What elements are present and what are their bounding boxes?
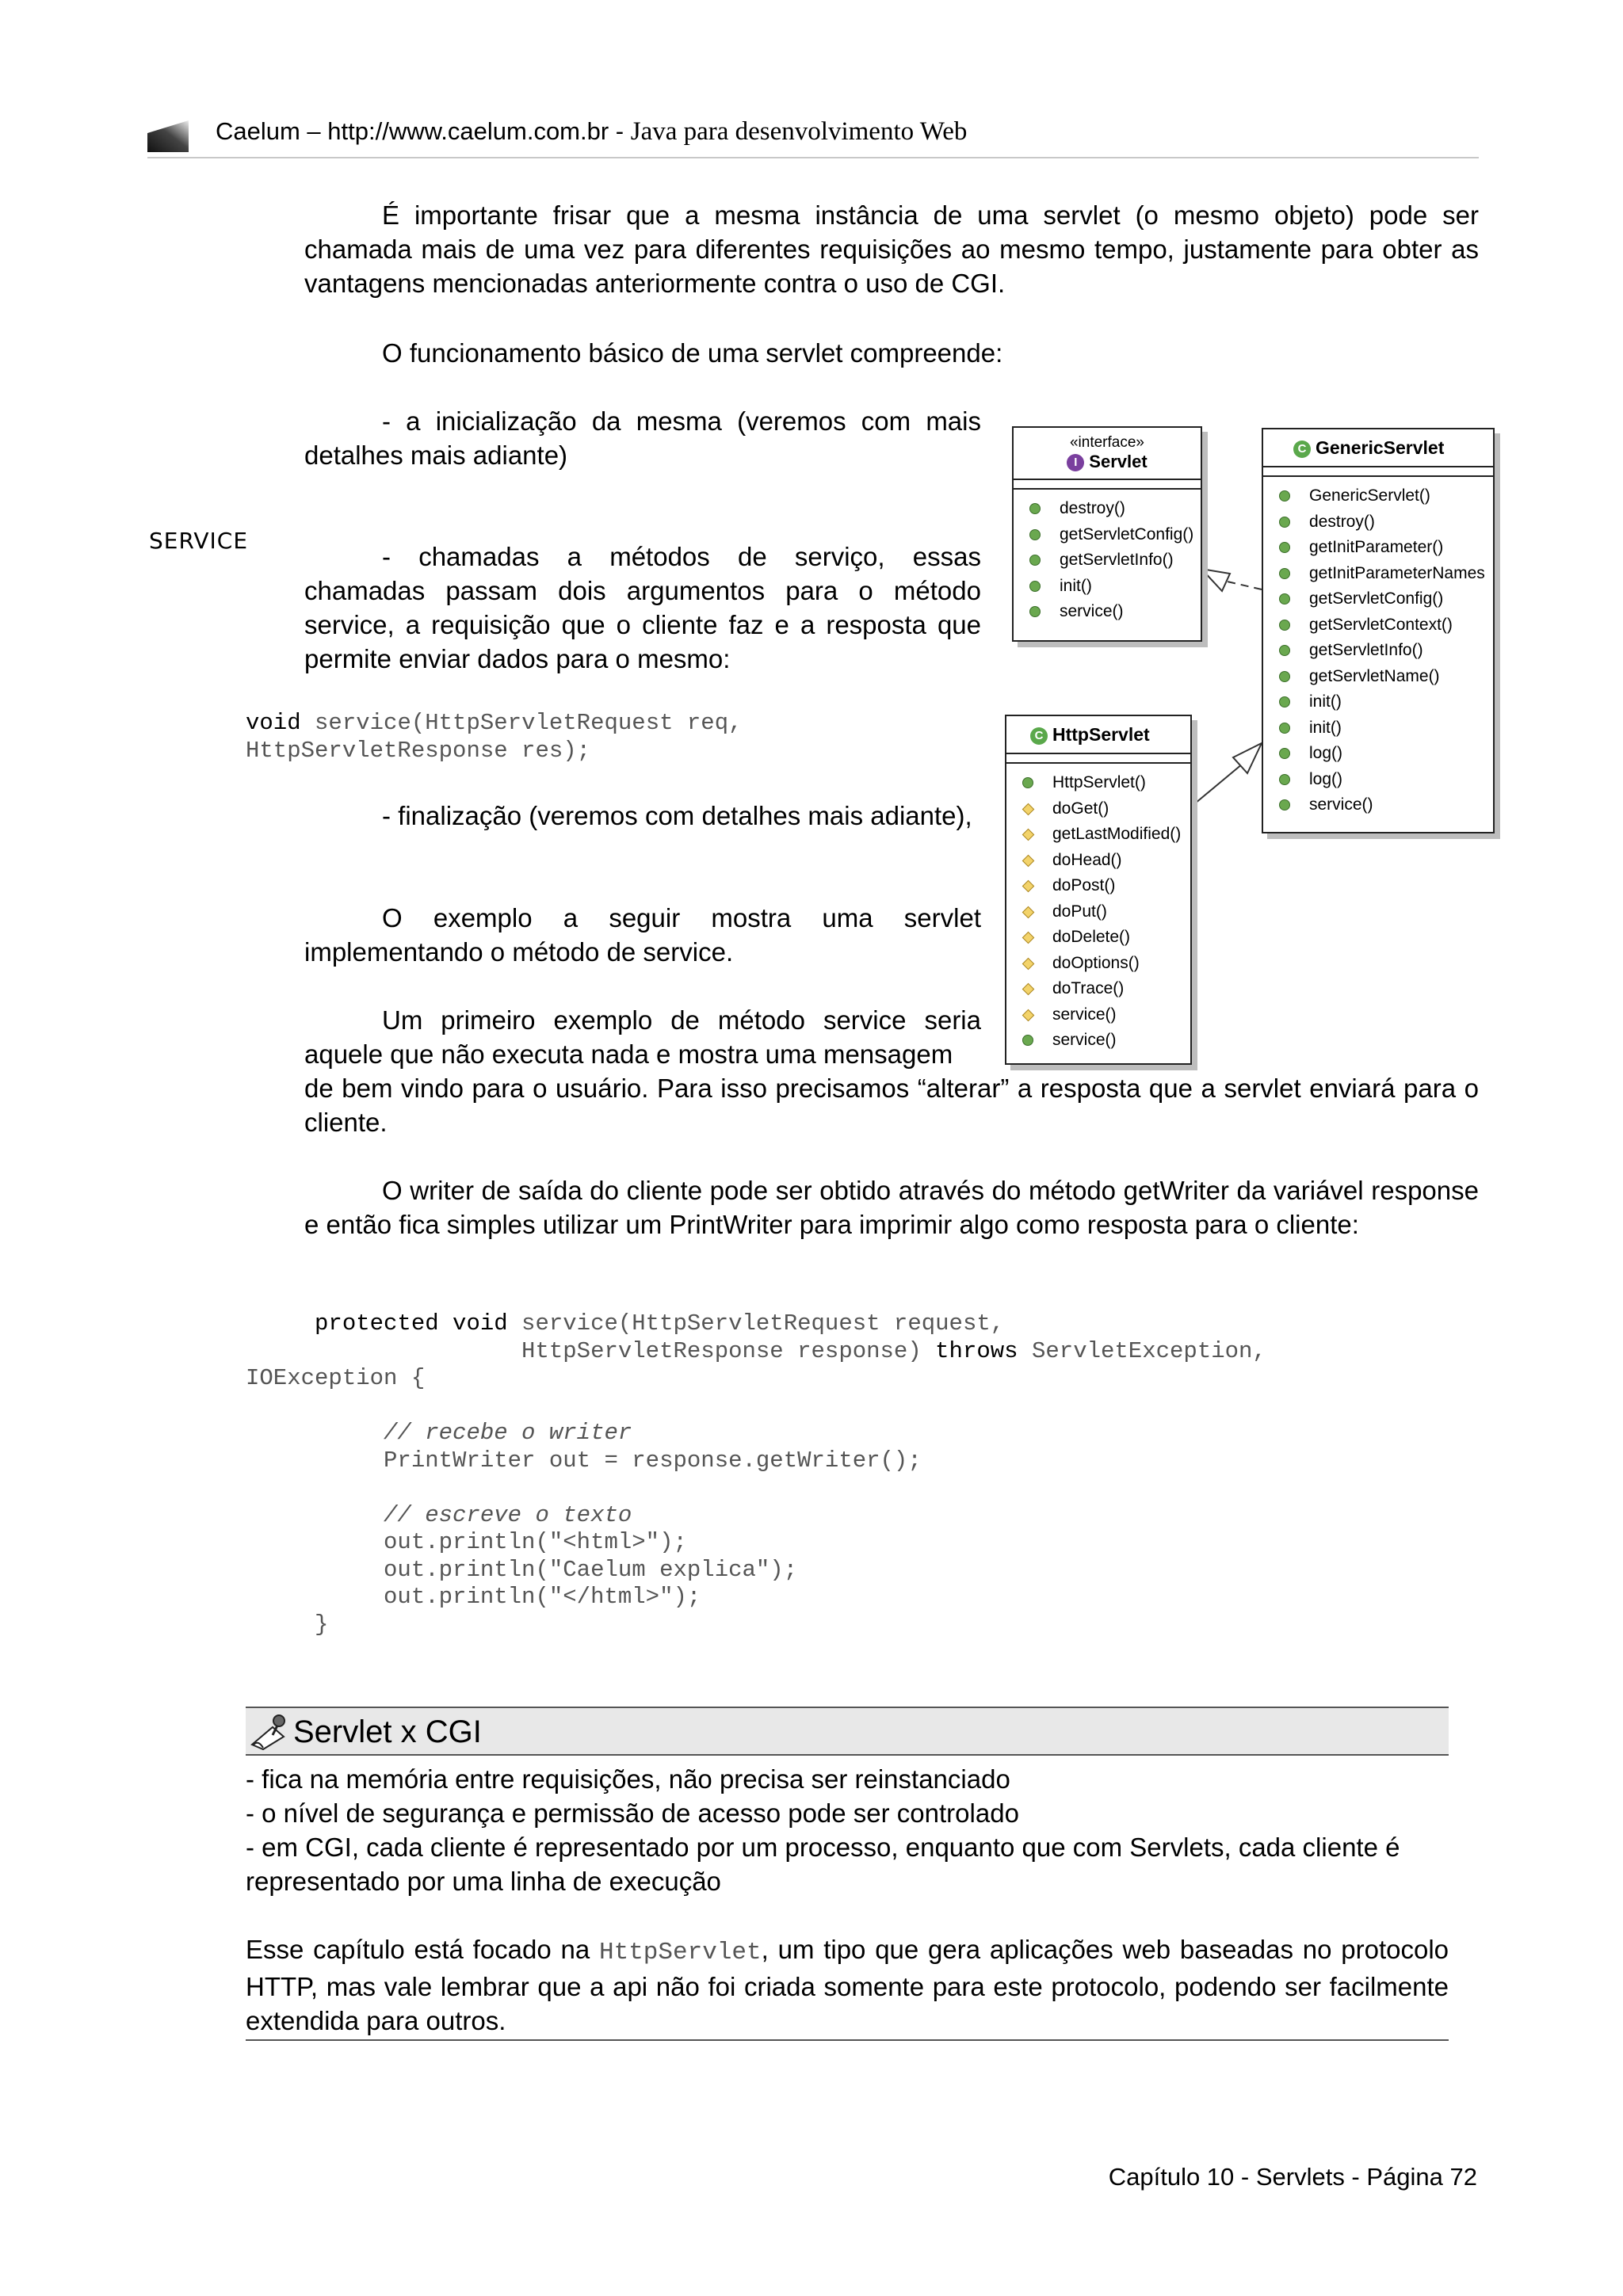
uml-method-name: getServletConfig() <box>1060 524 1194 543</box>
protected-method-icon <box>1022 1009 1035 1021</box>
uml-class-genericservlet <box>1262 428 1495 833</box>
code-line: HttpServletResponse response) <box>246 1337 936 1364</box>
header-book-title: Java para desenvolvimento Web <box>630 117 968 146</box>
uml-methods <box>1006 764 1190 1054</box>
uml-method-name: doHead() <box>1052 850 1122 869</box>
protected-method-icon <box>1022 983 1035 996</box>
uml-method-name: doTrace() <box>1052 979 1125 997</box>
public-method-icon <box>1022 1035 1033 1046</box>
abstract-class-icon: C <box>1030 727 1048 745</box>
paragraph-example-intro: O exemplo a seguir mostra uma servlet implementando o método de service. <box>304 903 981 967</box>
uml-method <box>1263 767 1493 793</box>
generalization-line <box>1195 764 1243 803</box>
caelum-logo-icon <box>147 120 189 152</box>
note-item: - o nível de segurança e permissão de acesso pode ser controlado <box>246 1798 1019 1828</box>
uml-method-name: service() <box>1052 1031 1117 1049</box>
protected-method-icon <box>1022 854 1035 867</box>
uml-attributes-compartment <box>1263 467 1493 477</box>
generalization-arrowhead <box>1233 743 1262 773</box>
uml-method-name: init() <box>1309 718 1342 737</box>
note-item: - em CGI, cada cliente é representado por um processo, enquanto que com Servlets, cada cliente é <box>246 1833 1400 1862</box>
uml-attributes-compartment <box>1014 480 1201 490</box>
uml-method <box>1263 612 1493 639</box>
inline-code: HttpServlet <box>599 1939 762 1966</box>
public-method-icon <box>1029 555 1041 566</box>
paragraph-writer: O writer de saída do cliente pode ser obtido através do método getWriter da variável response e então fica simples utilizar um PrintWriter para imprimir algo como resposta para o cliente: <box>304 1176 1479 1239</box>
note-closing-paragraph <box>246 1932 1449 2038</box>
uml-method <box>1014 496 1201 522</box>
uml-method <box>1263 483 1493 509</box>
uml-method-name: destroy() <box>1060 499 1125 517</box>
uml-method <box>1014 574 1201 600</box>
uml-method-name: HttpServlet() <box>1052 773 1146 791</box>
uml-method-name: getInitParameter() <box>1309 538 1444 556</box>
note-box-header <box>246 1707 1449 1756</box>
public-method-icon <box>1029 606 1041 617</box>
code-line: out.println("</html>"); <box>246 1584 701 1610</box>
uml-method <box>1263 792 1493 818</box>
uml-method-name: doGet() <box>1052 799 1109 818</box>
uml-class-header <box>1263 429 1493 467</box>
code-line: service(HttpServletRequest req, <box>300 710 743 736</box>
abstract-class-icon: C <box>1293 441 1311 458</box>
public-method-icon <box>1029 581 1041 592</box>
uml-method <box>1006 951 1190 977</box>
uml-method-name: service() <box>1052 1005 1117 1024</box>
note-closing-text: , um tipo que gera aplicações web baseadas no protocolo HTTP, mas vale lembrar que a api não foi criada somente para este protocolo, podendo ser facilmente extendida para outros. <box>246 1935 1449 2035</box>
code-line: ServletException, <box>1018 1337 1266 1364</box>
uml-method <box>1263 741 1493 767</box>
code-line: IOException { <box>246 1365 426 1391</box>
public-method-icon <box>1279 671 1290 682</box>
uml-method <box>1014 599 1201 625</box>
uml-method <box>1263 689 1493 715</box>
uml-method-name: log() <box>1309 744 1343 762</box>
uml-methods <box>1014 490 1201 625</box>
interface-icon: I <box>1067 454 1084 471</box>
protected-method-icon <box>1022 932 1035 944</box>
note-item: - fica na memória entre requisições, não precisa ser reinstanciado <box>246 1764 1010 1794</box>
uml-method <box>1263 715 1493 742</box>
code-indent <box>246 1310 315 1337</box>
uml-method-name: destroy() <box>1309 512 1375 531</box>
code-keyword: throws <box>935 1337 1018 1364</box>
protected-method-icon <box>1022 829 1035 841</box>
code-keyword: void <box>246 710 301 736</box>
public-method-icon <box>1029 529 1041 540</box>
code-line: PrintWriter out = response.getWriter(); <box>246 1447 922 1474</box>
code-line: out.println("<html>"); <box>246 1529 687 1555</box>
pushpin-note-icon <box>249 1713 292 1751</box>
uml-method <box>1263 664 1493 690</box>
margin-note: SERVICE <box>149 528 249 554</box>
uml-method <box>1006 770 1190 796</box>
uml-methods <box>1263 477 1493 818</box>
paragraph-first-example: Um primeiro exemplo de método service seria aquele que não executa nada e mostra uma mensagem <box>304 1005 981 1069</box>
note-closing-text: Esse capítulo está focado na <box>246 1935 599 1964</box>
protected-method-icon <box>1022 880 1035 893</box>
abstract-method-icon <box>1279 799 1290 810</box>
uml-class-name: HttpServlet <box>1052 724 1150 745</box>
uml-method <box>1263 561 1493 587</box>
uml-method <box>1014 522 1201 548</box>
public-method-icon <box>1279 542 1290 553</box>
public-method-icon <box>1279 723 1290 734</box>
uml-method <box>1263 535 1493 561</box>
paragraph-first-example-cont: de bem vindo para o usuário. Para isso precisamos “alterar” a resposta que a servlet enviará para o cliente. <box>304 1074 1479 1137</box>
uml-method-name: doDelete() <box>1052 928 1131 946</box>
note-item: representado por uma linha de execução <box>246 1867 721 1896</box>
uml-method-name: getServletContext() <box>1309 615 1453 634</box>
code-line: service(HttpServletRequest request, <box>507 1310 1005 1337</box>
uml-stereotype: «interface» <box>1069 434 1144 451</box>
public-method-icon <box>1029 503 1041 514</box>
uml-method <box>1263 509 1493 536</box>
uml-class-servlet <box>1012 426 1202 642</box>
uml-method-name: init() <box>1060 576 1092 595</box>
protected-method-icon <box>1022 803 1035 815</box>
uml-method <box>1006 796 1190 822</box>
realization-arrowhead <box>1201 569 1230 591</box>
uml-class-header <box>1014 428 1201 480</box>
uml-method-name: getServletInfo() <box>1060 551 1174 569</box>
note-box-bottom-rule <box>246 2039 1449 2041</box>
public-method-icon <box>1279 645 1290 656</box>
public-method-icon <box>1279 568 1290 579</box>
header-divider <box>147 157 1479 158</box>
uml-method-name: getLastModified() <box>1052 825 1182 843</box>
paragraph-servlet-instance: É importante frisar que a mesma instância de uma servlet (o mesmo objeto) pode ser chamada mais de uma vez para diferentes requisições ao mesmo tempo, justamente para obter as vantagens mencionadas anteriormente contra o uso de CGI. <box>304 200 1479 298</box>
uml-method-name: doOptions() <box>1052 953 1140 972</box>
uml-method <box>1263 638 1493 664</box>
paragraph-initialization: - a inicialização da mesma (veremos com mais detalhes mais adiante) <box>304 406 981 470</box>
public-method-icon <box>1279 517 1290 528</box>
code-line: HttpServletResponse res); <box>246 737 591 764</box>
constructor-icon <box>1022 777 1033 788</box>
uml-method <box>1006 848 1190 874</box>
public-method-icon <box>1279 620 1290 631</box>
uml-method-name: getServletInfo() <box>1309 641 1423 659</box>
public-method-icon <box>1279 774 1290 785</box>
uml-class-name: GenericServlet <box>1316 437 1445 458</box>
uml-class-header <box>1006 716 1190 754</box>
uml-method-name: init() <box>1309 692 1342 711</box>
protected-method-icon <box>1022 906 1035 918</box>
uml-method <box>1006 873 1190 899</box>
header-site-text: Caelum – http://www.caelum.com.br - <box>216 117 631 145</box>
uml-method <box>1006 899 1190 925</box>
uml-method-name: doPost() <box>1052 876 1116 894</box>
paragraph-service-calls: - chamadas a métodos de serviço, essas chamadas passam dois argumentos para o método service, a requisição que o cliente faz e a resposta que permite enviar dados para o mesmo: <box>304 542 981 673</box>
code-keyword: protected void <box>315 1310 508 1337</box>
uml-method-name: getInitParameterNames <box>1309 563 1485 582</box>
uml-method-name: getServletName() <box>1309 666 1440 685</box>
page-header <box>216 117 967 147</box>
code-comment: // escreve o texto <box>246 1501 632 1528</box>
uml-method <box>1006 1002 1190 1028</box>
uml-method-name: getServletConfig() <box>1309 589 1444 608</box>
uml-method-name: doPut() <box>1052 902 1107 921</box>
public-method-icon <box>1279 696 1290 707</box>
paragraph-finalization: - finalização (veremos com detalhes mais adiante), <box>382 801 972 830</box>
protected-method-icon <box>1022 957 1035 970</box>
realization-line <box>1220 580 1262 589</box>
uml-method <box>1006 822 1190 848</box>
code-service-example <box>246 1310 1266 1638</box>
code-line: } <box>246 1611 329 1638</box>
note-title: Servlet x CGI <box>293 1714 482 1749</box>
public-method-icon <box>1279 748 1290 759</box>
code-service-signature <box>246 710 743 765</box>
uml-method-name: log() <box>1309 769 1343 788</box>
paragraph-servlet-lifecycle-intro: O funcionamento básico de uma servlet compreende: <box>382 338 1003 368</box>
code-line: out.println("Caelum explica"); <box>246 1556 798 1583</box>
uml-attributes-compartment <box>1006 754 1190 764</box>
page-footer: Capítulo 10 - Servlets - Página 72 <box>1108 2163 1477 2191</box>
code-comment: // recebe o writer <box>246 1420 632 1446</box>
uml-method <box>1006 1028 1190 1054</box>
uml-method-name: service() <box>1060 602 1124 620</box>
public-method-icon <box>1279 593 1290 605</box>
constructor-icon <box>1279 490 1290 502</box>
uml-method <box>1014 547 1201 574</box>
uml-class-name: Servlet <box>1089 452 1148 471</box>
uml-method <box>1006 976 1190 1002</box>
uml-method-name: service() <box>1309 795 1373 814</box>
uml-class-httpservlet <box>1005 715 1192 1065</box>
uml-method <box>1263 586 1493 612</box>
uml-method <box>1006 925 1190 951</box>
uml-method-name: GenericServlet() <box>1309 486 1430 505</box>
